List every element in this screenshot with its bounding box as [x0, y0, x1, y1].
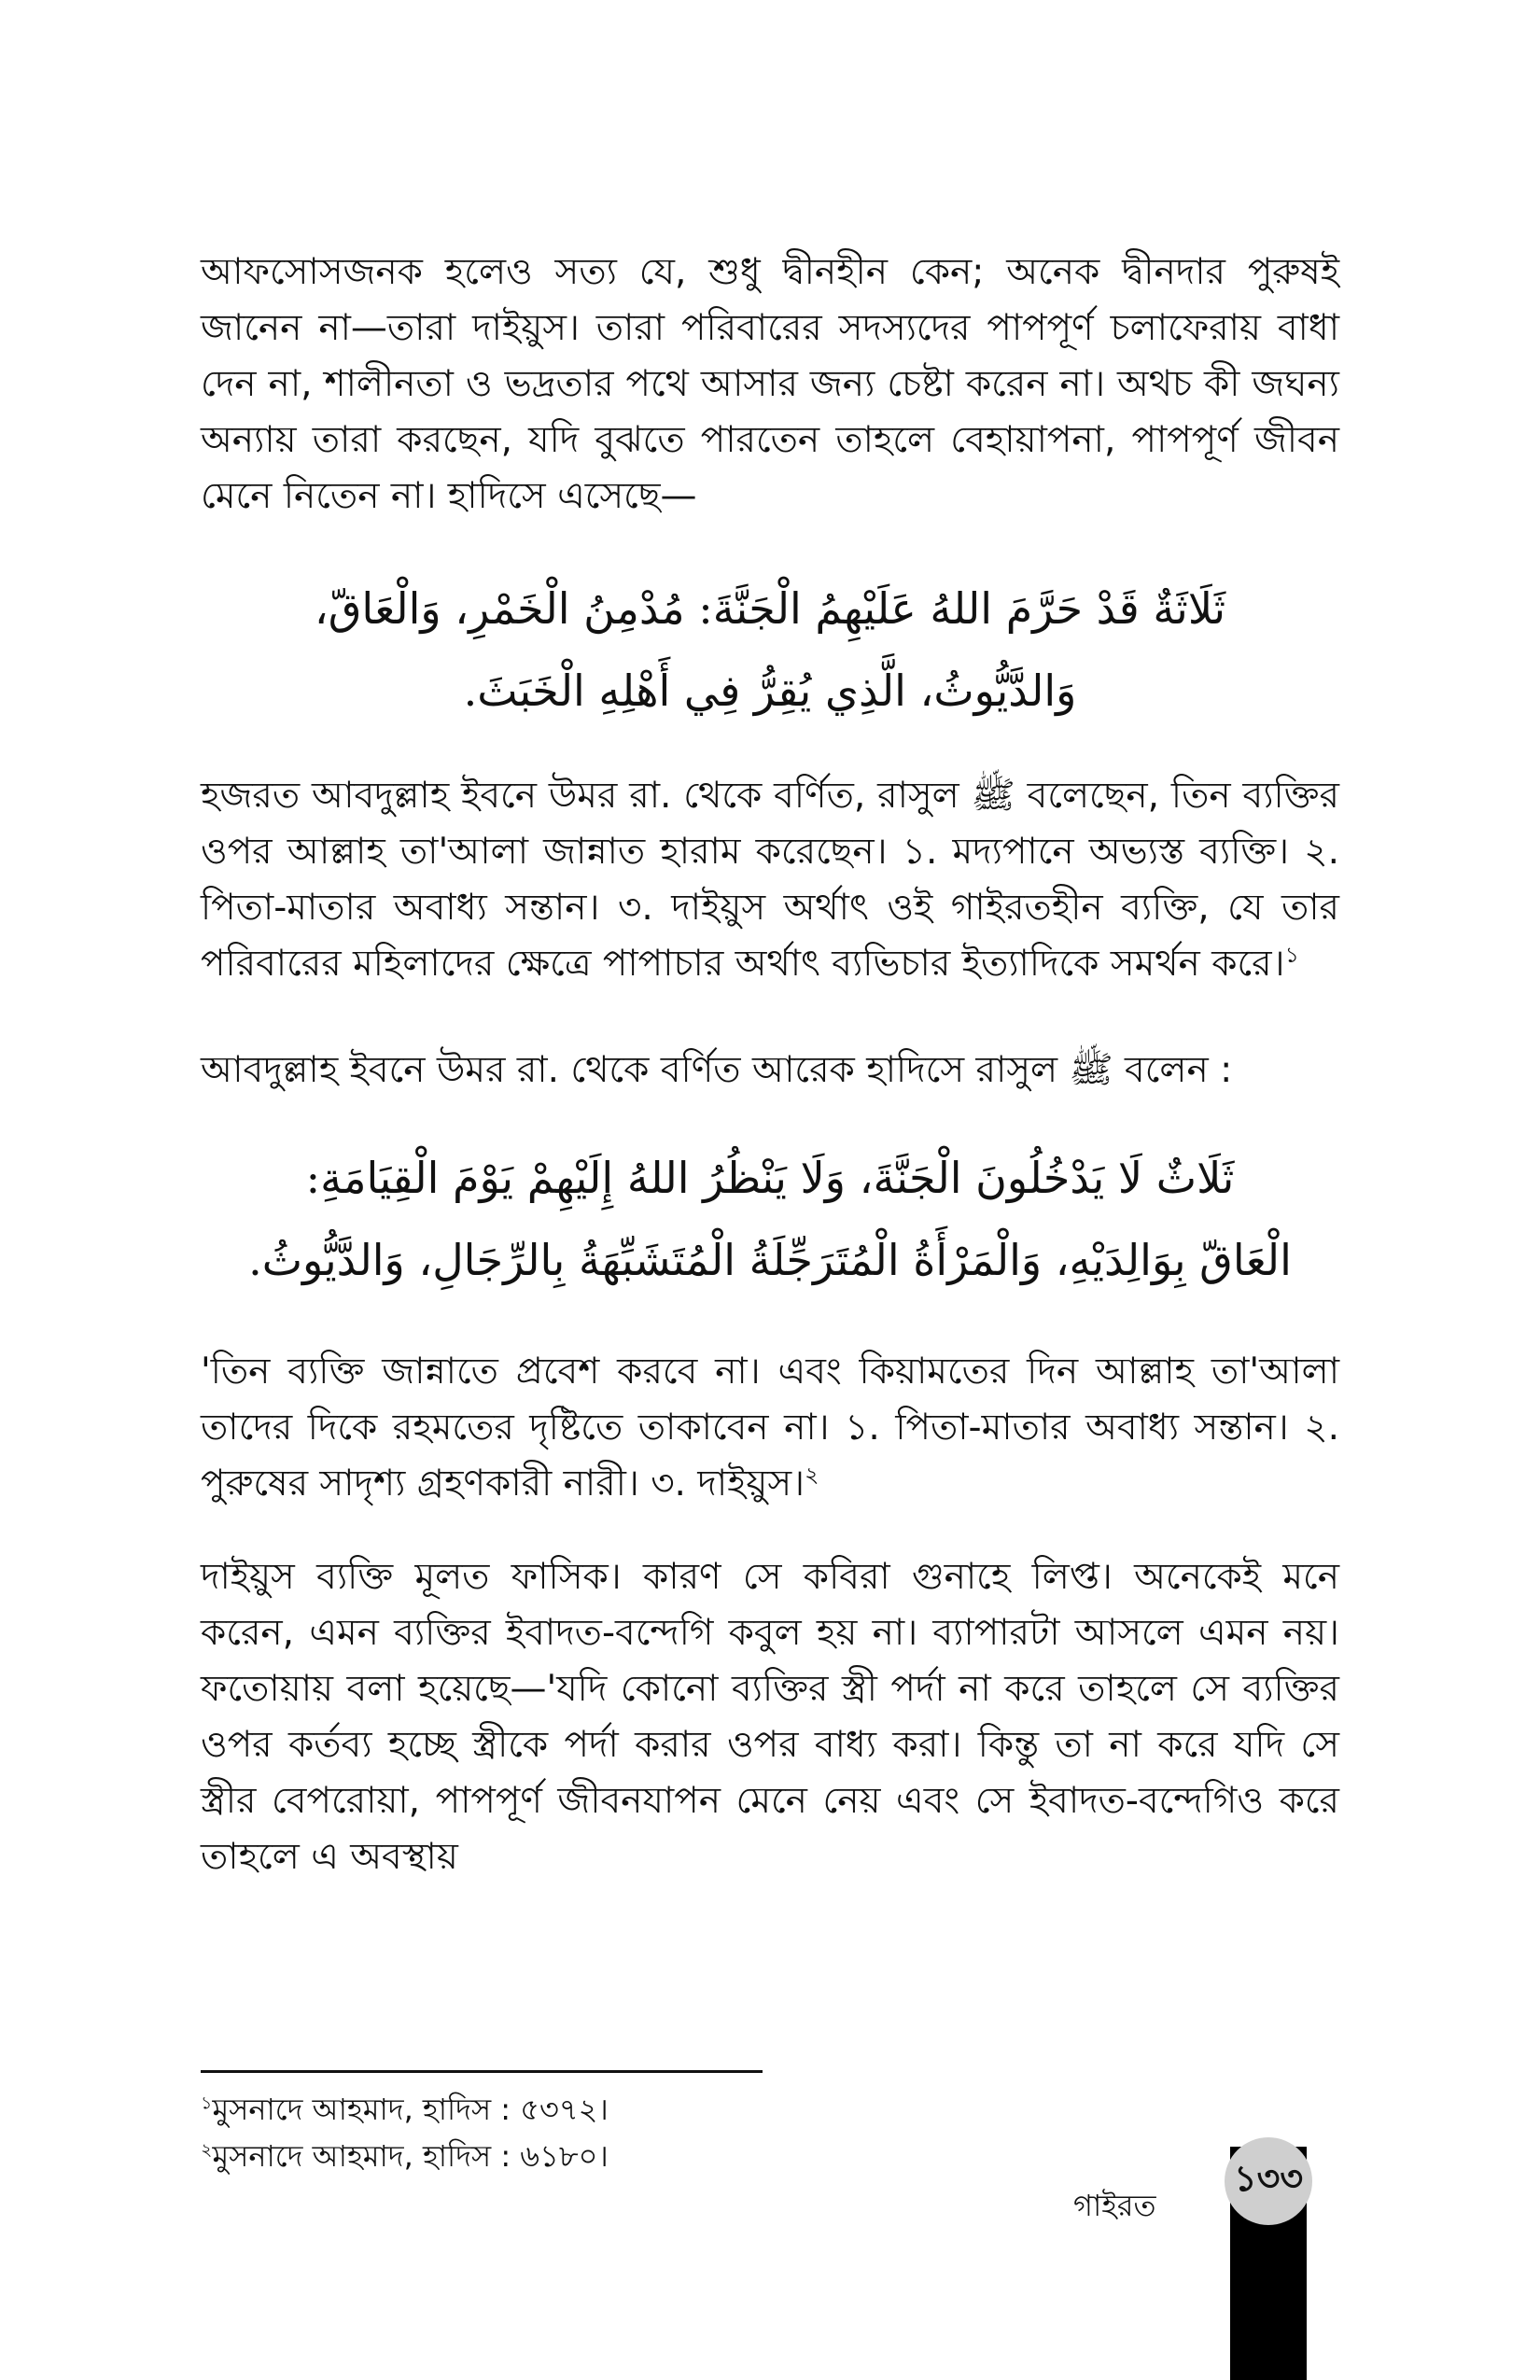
paragraph-hadith-1-translation [201, 768, 1339, 992]
arabic-hadith-1 [201, 567, 1339, 732]
paragraph-fasiq-text: দাইয়ুস ব্যক্তি মূলত ফাসিক। কারণ সে কবিরা গুনাহে লিপ্ত। অনেকেই মনে করেন, এমন ব্যক্তির ইবাদত-বন্দেগি কবুল হয় না। ব্যাপারটা আসলে এমন নয়। ফতোয়ায় বলা হয়েছে—'যদি কোনো ব্যক্তির স্ত্রী পর্দা না করে তাহলে সে ব্যক্তির ওপর কর্তব্য হচ্ছে স্ত্রীকে পর্দা করার ওপর বাধ্য করা। কিন্তু তা না করে যদি সে স্ত্রীর বেপরোয়া, পাপপূর্ণ জীবনযাপন মেনে নেয় এবং সে ইবাদত-বন্দেগিও করে তাহলে এ অবস্থায় [201, 1556, 1339, 1878]
arabic-hadith-2-line-2: الْعَاقّ بِوَالِدَيْهِ، وَالْمَرْأَةُ الْمُتَرَجِّلَةُ الْمُتَشَبِّهَةُ بِالرِّجَالِ، وَالدَّيُّوثُ. [248, 1235, 1292, 1285]
footnote-1-mark: ১ [201, 2092, 213, 2114]
arabic-hadith-1-line-1: ثَلَاثَةٌ قَدْ حَرَّمَ اللهُ عَلَيْهِمُ الْجَنَّةَ: مُدْمِنُ الْخَمْرِ، وَالْعَاقّ، [314, 583, 1226, 634]
paragraph-hadith-2-intro-text: আবদুল্লাহ ইবনে উমর রা. থেকে বর্ণিত আরেক হাদিসে রাসুল ﷺ বলেন : [201, 1049, 1233, 1091]
paragraph-intro-text: আফসোসজনক হলেও সত্য যে, শুধু দ্বীনহীন কেন; অনেক দ্বীনদার পুরুষই জানেন না—তারা দাইয়ুস। তারা পরিবারের সদস্যদের পাপপূর্ণ চলাফেরায় বাধা দেন না, শালীনতা ও ভদ্রতার পথে আসার জন্য চেষ্টা করেন না। অথচ কী জঘন্য অন্যায় তারা করছেন, যদি বুঝতে পারতেন তাহলে বেহায়াপনা, পাপপূর্ণ জীবন মেনে নিতেন না। হাদিসে এসেছে— [201, 251, 1339, 517]
paragraph-hadith-2-intro [201, 1043, 1339, 1099]
footnote-ref-2[interactable]: ২ [805, 1462, 819, 1488]
footnote-ref-1[interactable]: ১ [1284, 942, 1299, 968]
paragraph-hadith-1-text: হজরত আবদুল্লাহ ইবনে উমর রা. থেকে বর্ণিত, রাসুল ﷺ বলেছেন, তিন ব্যক্তির ওপর আল্লাহ তা'আলা জান্নাত হারাম করেছেন। ১. মদ্যপানে অভ্যস্ত ব্যক্তি। ২. পিতা-মাতার অবাধ্য সন্তান। ৩. দাইয়ুস অর্থাৎ ওই গাইরতহীন ব্যক্তি, যে তার পরিবারের মহিলাদের ক্ষেত্রে পাপাচার অর্থাৎ ব্যভিচার ইত্যাদিকে সমর্থন করে। [201, 775, 1339, 985]
footnote-2-mark: ২ [201, 2138, 213, 2161]
paragraph-hadith-2-text: 'তিন ব্যক্তি জান্নাতে প্রবেশ করবে না। এবং কিয়ামতের দিন আল্লাহ তা'আলা তাদের দিকে রহমতের দৃষ্টিতে তাকাবেন না। ১. পিতা-মাতার অবাধ্য সন্তান। ২. পুরুষের সাদৃশ্য গ্রহণকারী নারী। ৩. দাইয়ুস। [201, 1351, 1339, 1505]
footnote-2 [201, 2135, 609, 2177]
page-number: ১৩৩ [1225, 2137, 1312, 2225]
paragraph-hadith-2-translation [201, 1344, 1339, 1512]
running-head: গাইরত [1073, 2188, 1156, 2223]
footnote-1 [201, 2089, 609, 2130]
arabic-hadith-2-line-1: ثَلَاثٌ لَا يَدْخُلُونَ الْجَنَّةَ، وَلَا يَنْظُرُ اللهُ إِلَيْهِمْ يَوْمَ الْقِيَامَةِ: [305, 1153, 1235, 1203]
footnote-divider [201, 2070, 763, 2073]
paragraph-fasiq [201, 1549, 1339, 1885]
arabic-hadith-2 [201, 1137, 1339, 1301]
footnote-2-text: মুসনাদে আহমাদ, হাদিস : ৬১৮০। [212, 2138, 609, 2174]
arabic-hadith-1-line-2: وَالدَّيُّوثُ، الَّذِي يُقِرُّ فِي أَهْلِهِ الْخَبَثَ. [463, 665, 1077, 716]
footnote-1-text: মুসনাদে আহমাদ, হাদিস : ৫৩৭২। [212, 2092, 609, 2127]
paragraph-intro [201, 245, 1339, 525]
